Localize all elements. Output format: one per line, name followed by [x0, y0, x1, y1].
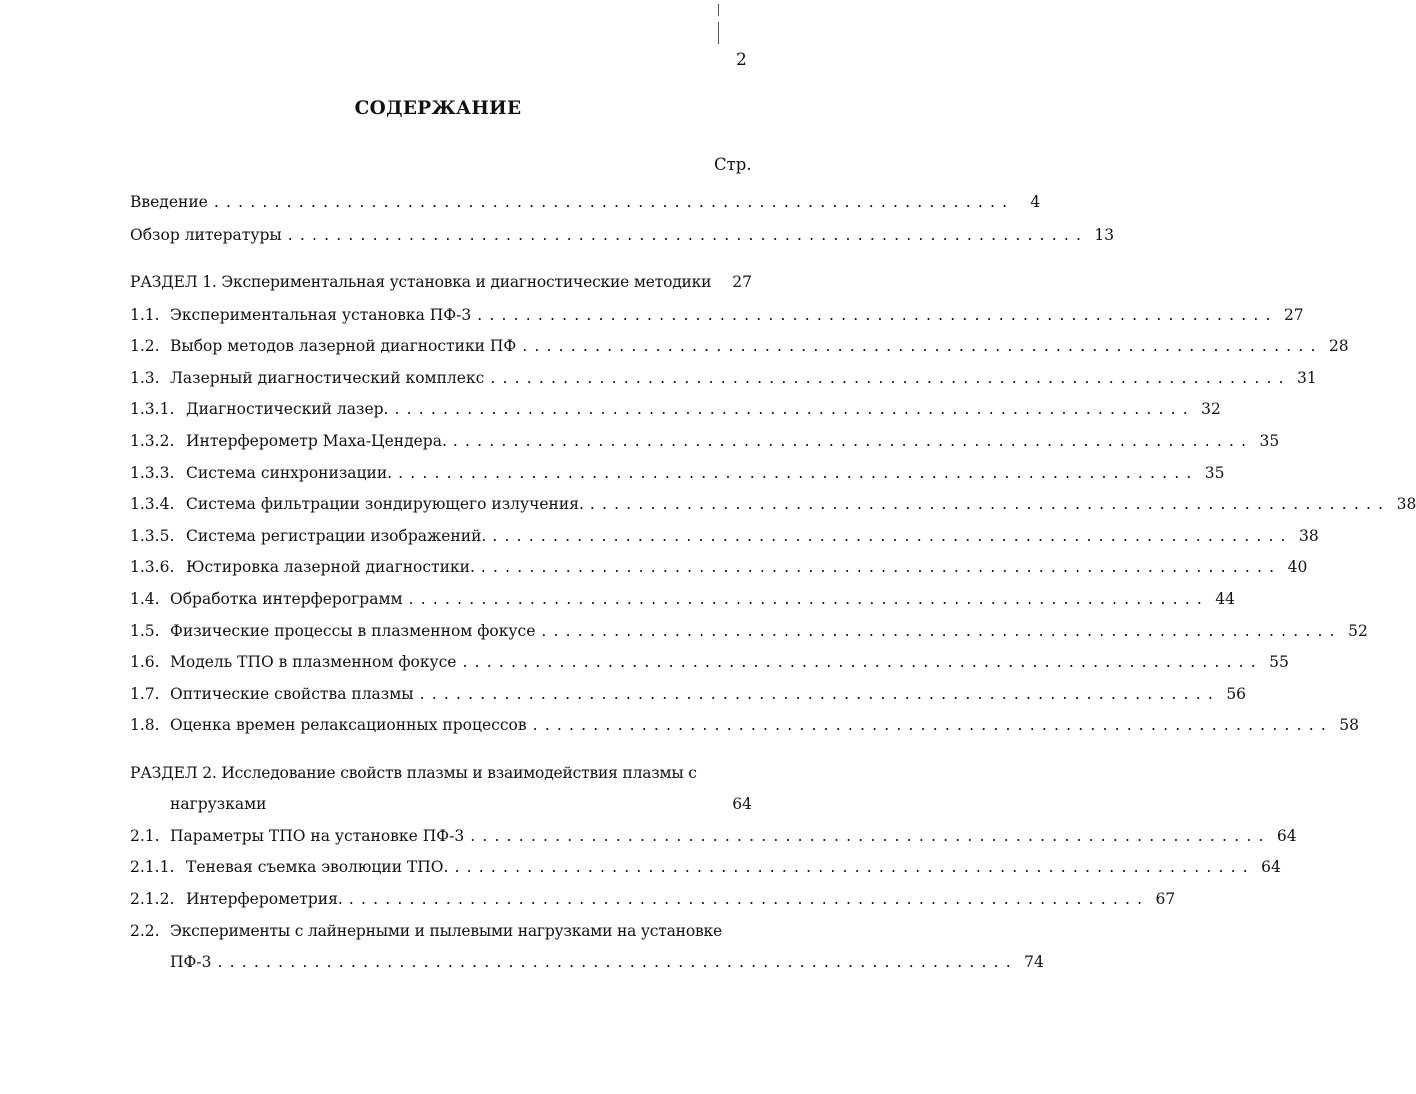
toc-leader-dots: .................................................................. — [480, 558, 1282, 576]
toc-entry-page: 4 — [1030, 193, 1041, 211]
toc-entry-title: Параметры ТПО на установке ПФ-3 — [170, 827, 465, 845]
toc-entry-page: 64 — [1261, 858, 1281, 876]
toc-entry-page: 38 — [1298, 527, 1319, 545]
toc-leader-dots: .................................................................. — [522, 337, 1323, 355]
margin-scratch-mark — [718, 4, 720, 44]
toc-entry-number: 1.3.1. — [130, 400, 175, 418]
toc-entry-title: Теневая съемка эволюции ТПО. — [186, 858, 449, 876]
toc-entry-title: Обзор литературы — [130, 226, 282, 244]
toc-entry-page: 31 — [1296, 369, 1317, 387]
toc-leader-dots: .................................................................. — [217, 953, 1018, 971]
toc-entry — [130, 858, 1281, 882]
toc-entry-number: 1.3. — [130, 369, 160, 387]
toc-entry-page: 52 — [1348, 622, 1368, 640]
toc-entry-number: 1.3.6. — [130, 558, 175, 576]
toc-entry-title: Эксперименты с лайнерными и пылевыми нагрузками на установке — [170, 922, 722, 940]
toc-entry-number: 1.3.3. — [130, 464, 175, 482]
toc-entry-title: Интерферометрия. — [186, 890, 343, 908]
toc-entry-page: 38 — [1396, 495, 1416, 513]
toc-section-heading — [130, 273, 752, 297]
toc-entry-title: Обработка интерферограмм — [170, 590, 403, 608]
toc-entry — [130, 716, 1359, 740]
toc-entry-number: 1.2. — [130, 337, 160, 355]
toc-entry-title: Экспериментальная установка ПФ-3 — [170, 306, 472, 324]
toc-entry-continuation — [170, 795, 752, 819]
toc-entry — [130, 922, 752, 946]
toc-entry-number: 1.5. — [130, 622, 160, 640]
toc-entry — [130, 306, 1304, 330]
toc-leader-dots: .................................................................. — [492, 527, 1293, 545]
toc-leader-dots: .................................................................. — [394, 400, 1195, 418]
toc-entry-page: 27 — [732, 273, 752, 291]
toc-entry-number: 1.1. — [130, 306, 160, 324]
toc-entry-number: 2.2. — [130, 922, 160, 940]
toc-entry — [130, 193, 1041, 217]
toc-leader-dots: .................................................................. — [470, 827, 1271, 845]
toc-entry-title: Лазерный диагностический комплекс — [170, 369, 485, 387]
toc-entry — [130, 226, 1115, 250]
toc-entry-page: 13 — [1094, 226, 1115, 244]
toc-entry-page: 44 — [1215, 590, 1235, 608]
toc-entry — [130, 400, 1221, 424]
toc-section-heading — [130, 764, 752, 788]
toc-entry — [130, 653, 1289, 677]
toc-leader-dots: .................................................................. — [532, 716, 1333, 734]
toc-entry — [130, 827, 1297, 851]
toc-entry-title: Оптические свойства плазмы — [170, 685, 414, 703]
toc-entry-title: Система синхронизации. — [186, 464, 393, 482]
toc-leader-dots: .................................................................. — [541, 622, 1342, 640]
toc-entry-page: 64 — [732, 795, 752, 813]
toc-entry-title: Система фильтрации зондирующего излучения. — [186, 495, 584, 513]
toc-entry-continuation — [170, 953, 1044, 977]
toc-entry-title: РАЗДЕЛ 2. Исследование свойств плазмы и взаимодействия плазмы с — [130, 764, 697, 782]
toc-leader-dots: .................................................................. — [589, 495, 1391, 513]
page-title: СОДЕРЖАНИЕ — [354, 98, 522, 119]
toc-entry — [130, 464, 1225, 488]
toc-leader-dots: .................................................................. — [348, 890, 1150, 908]
toc-entry-number: 1.3.2. — [130, 432, 175, 450]
toc-entry-title: Физические процессы в плазменном фокусе — [170, 622, 536, 640]
toc-entry — [130, 890, 1176, 914]
toc-leader-dots: .................................................................. — [462, 653, 1263, 671]
toc-entry-number: 1.7. — [130, 685, 160, 703]
toc-entry-title: ПФ-3 — [170, 953, 212, 971]
toc-leader-dots: .................................................................. — [287, 226, 1089, 244]
toc-entry-title: Система регистрации изображений. — [186, 527, 487, 545]
toc-entry-title: нагрузками — [170, 795, 267, 813]
toc-entry-number: 2.1. — [130, 827, 160, 845]
toc-entry-number: 1.3.5. — [130, 527, 175, 545]
page-number: 2 — [736, 50, 747, 70]
toc-entry-number: 1.3.4. — [130, 495, 175, 513]
toc-entry — [130, 527, 1319, 551]
toc-entry-title: Интерферометр Маха-Цендера. — [186, 432, 447, 450]
toc-entry-title: Модель ТПО в плазменном фокусе — [170, 653, 457, 671]
toc-entry — [130, 558, 1308, 582]
toc-entry-number: 1.6. — [130, 653, 160, 671]
toc-entry-page: 35 — [1204, 464, 1225, 482]
toc-entry-page: 67 — [1155, 890, 1176, 908]
toc-leader-dots: .................................................................. — [452, 432, 1254, 450]
toc-leader-dots: .................................................................. — [419, 685, 1221, 703]
toc-entry-title: Выбор методов лазерной диагностики ПФ — [170, 337, 517, 355]
toc-entry — [130, 432, 1280, 456]
toc-entry — [130, 337, 1349, 361]
toc-entry-page: 28 — [1328, 337, 1349, 355]
toc-entry — [130, 495, 1416, 519]
toc-entry — [130, 590, 1235, 614]
toc-entry — [130, 369, 1317, 393]
toc-entry-page: 58 — [1339, 716, 1359, 734]
toc-entry — [130, 622, 1368, 646]
toc-leader-dots: .................................................................. — [398, 464, 1199, 482]
toc-leader-dots: .................................................................. — [490, 369, 1291, 387]
toc-entry-title: Юстировка лазерной диагностики. — [186, 558, 475, 576]
toc-entry-page: 32 — [1201, 400, 1221, 418]
toc-leader-dots: .................................................................. — [454, 858, 1255, 876]
toc-entry-number: 1.4. — [130, 590, 160, 608]
toc-entry-title: Диагностический лазер. — [186, 400, 389, 418]
toc-entry-title: РАЗДЕЛ 1. Экспериментальная установка и диагностические методики — [130, 273, 712, 291]
toc-entry-title: Оценка времен релаксационных процессов — [170, 716, 527, 734]
toc-leader-dots: .................................................................. — [477, 306, 1278, 324]
toc-entry-number: 1.8. — [130, 716, 160, 734]
toc-leader-dots: .................................................................. — [213, 193, 1015, 211]
toc-entry-page: 74 — [1024, 953, 1044, 971]
toc-entry-number: 2.1.2. — [130, 890, 175, 908]
toc-entry-page: 35 — [1259, 432, 1280, 450]
page-column-label: Стр. — [714, 155, 752, 174]
toc-entry-page: 40 — [1287, 558, 1308, 576]
toc-entry-title: Введение — [130, 193, 208, 211]
toc-entry-number: 2.1.1. — [130, 858, 175, 876]
toc-leader-dots: .................................................................. — [408, 590, 1209, 608]
toc-entry — [130, 685, 1247, 709]
toc-entry-page: 55 — [1269, 653, 1289, 671]
toc-entry-page: 56 — [1226, 685, 1247, 703]
toc-entry-page: 27 — [1283, 306, 1304, 324]
toc-entry-page: 64 — [1276, 827, 1297, 845]
